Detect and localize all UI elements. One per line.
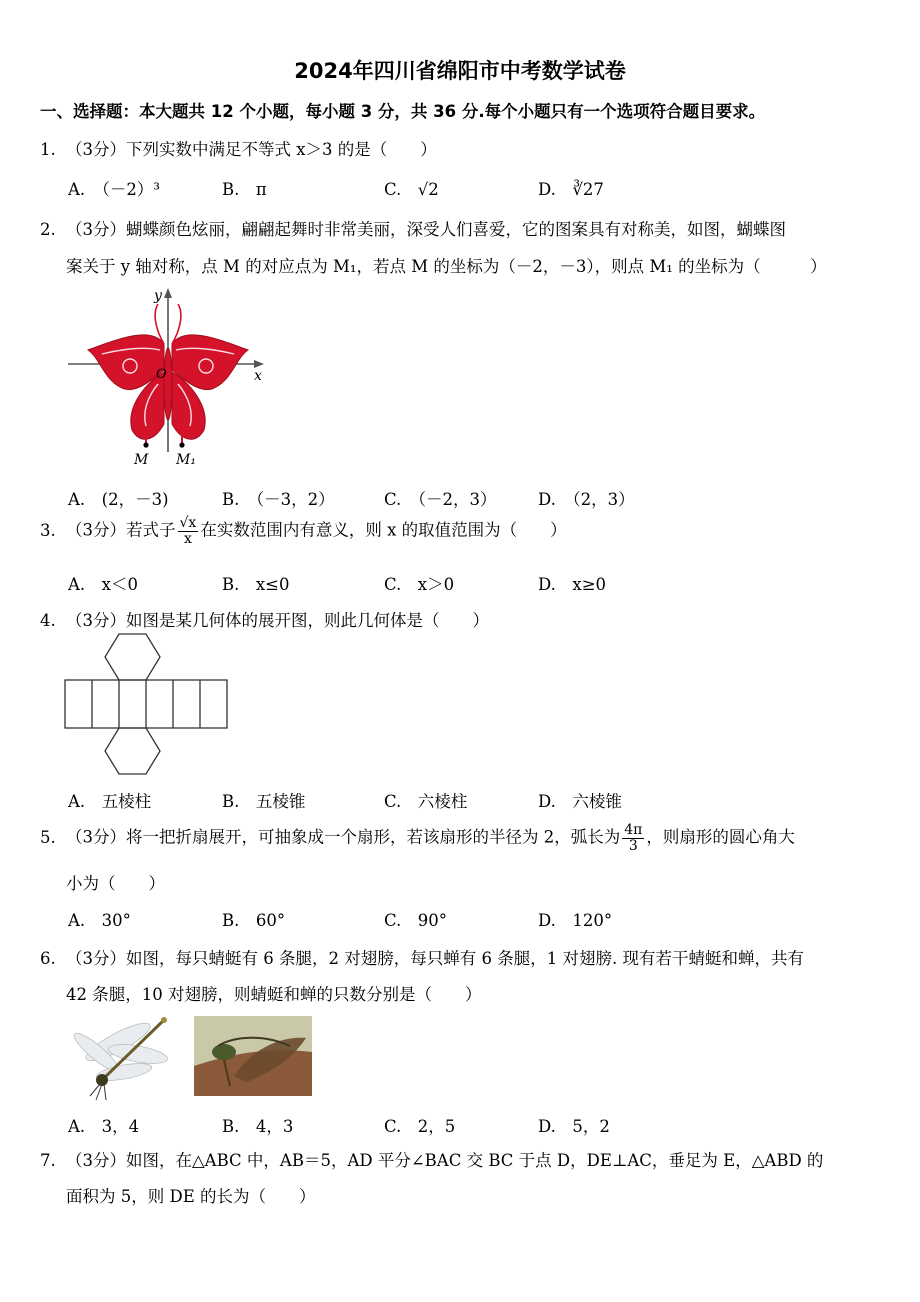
- question-number: 7.: [40, 1151, 56, 1170]
- question-6: [40, 945, 804, 969]
- q2-option-c[interactable]: C. （－2，3）: [384, 490, 497, 509]
- q3-option-d[interactable]: D. x≥0: [538, 575, 607, 594]
- question-text-line2: 42 条腿，10 对翅膀，则蜻蜓和蝉的只数分别是（ ）: [66, 985, 482, 1004]
- q4-option-a[interactable]: A. 五棱柱: [68, 792, 152, 811]
- question-1: [40, 136, 437, 160]
- question-number: 1.: [40, 140, 56, 159]
- q6-option-b[interactable]: B. 4，3: [222, 1117, 294, 1136]
- q6-option-d[interactable]: D. 5，2: [538, 1117, 610, 1136]
- bottom-hexagon: [105, 728, 160, 774]
- q3-option-c[interactable]: C. x＞0: [384, 575, 455, 594]
- question-number: 5.: [40, 827, 56, 847]
- question-number: 2.: [40, 220, 56, 239]
- question-7: [40, 1147, 823, 1171]
- fraction-sqrt-x-over-x: [178, 516, 199, 546]
- question-text-line1: （3分）如图，在△ABC 中，AB＝5，AD 平分∠BAC 交 BC 于点 D，DE⊥AC，垂足为 E，△ABD 的: [66, 1151, 824, 1170]
- q1-option-a[interactable]: A. （－2）³: [68, 180, 161, 199]
- q4-option-d[interactable]: D. 六棱锥: [538, 792, 622, 811]
- question-text-line1: （3分）蝴蝶颜色炫丽，翩翩起舞时非常美丽，深受人们喜爱，它的图案具有对称美，如图，蝴蝶图: [66, 220, 786, 239]
- q4-option-c[interactable]: C. 六棱柱: [384, 792, 468, 811]
- fraction-denominator: 3: [628, 837, 638, 854]
- cicada-image: [194, 1016, 312, 1096]
- point-m1: [179, 442, 184, 447]
- top-hexagon: [105, 634, 160, 680]
- question-number: 6.: [40, 949, 56, 968]
- question-text-line1: （3分）如图，每只蜻蜓有 6 条腿，2 对翅膀，每只蝉有 6 条腿，1 对翅膀. 现有若干蜻蜓和蝉，共有: [66, 949, 804, 968]
- question-5: [40, 823, 795, 853]
- question-number: 3.: [40, 520, 56, 540]
- fraction-numerator: √x: [179, 515, 197, 531]
- question-text: （3分）下列实数中满足不等式 x＞3 的是（ ）: [66, 140, 437, 159]
- q1-option-d[interactable]: D. ∛27: [538, 180, 604, 199]
- x-axis-label: x: [254, 368, 262, 384]
- question-text-post: 在实数范围内有意义，则 x 的取值范围为（ ）: [200, 520, 567, 540]
- hexagonal-prism-net: [60, 632, 232, 780]
- question-text-pre: （3分）将一把折扇展开，可抽象成一个扇形，若该扇形的半径为 2，弧长为: [66, 827, 621, 847]
- q3-option-b[interactable]: B. x≤0: [222, 575, 290, 594]
- origin-label: O: [156, 367, 167, 382]
- q5-option-c[interactable]: C. 90°: [384, 911, 448, 930]
- q3-option-a[interactable]: A. x＜0: [68, 575, 138, 594]
- page-title: 2024年四川省绵阳市中考数学试卷: [294, 59, 626, 83]
- q2-option-b[interactable]: B. （－3，2）: [222, 490, 335, 509]
- question-4: [40, 607, 489, 631]
- question-text: （3分）如图是某几何体的展开图，则此几何体是（ ）: [66, 611, 489, 630]
- q1-option-c[interactable]: C. √2: [384, 180, 439, 199]
- question-text-post: ，则扇形的圆心角大: [646, 827, 795, 847]
- section-heading: 一、选择题：本大题共 12 个小题，每小题 3 分，共 36 分.每个小题只有一个选项符合题目要求。: [40, 102, 766, 121]
- y-axis-label: y: [154, 288, 162, 304]
- question-number: 4.: [40, 611, 56, 630]
- question-text-pre: （3分）若式子: [66, 520, 176, 540]
- q2-option-d[interactable]: D. （2，3）: [538, 490, 635, 509]
- point-m-label: M: [134, 452, 149, 468]
- question-text-line2: 小为（ ）: [66, 874, 165, 893]
- fraction-denominator: x: [183, 530, 192, 547]
- point-m: [143, 442, 148, 447]
- q5-option-b[interactable]: B. 60°: [222, 911, 286, 930]
- q6-option-c[interactable]: C. 2，5: [384, 1117, 456, 1136]
- q6-option-a[interactable]: A. 3，4: [68, 1117, 140, 1136]
- question-text-line2: 面积为 5，则 DE 的长为（ ）: [66, 1187, 316, 1206]
- q2-option-a[interactable]: A. (2，－3): [68, 490, 169, 509]
- q4-option-b[interactable]: B. 五棱锥: [222, 792, 306, 811]
- q1-option-b[interactable]: B. π: [222, 180, 267, 199]
- fraction-numerator: 4π: [624, 822, 643, 838]
- dragonfly-image: [66, 1012, 170, 1104]
- point-m1-label: M₁: [176, 452, 196, 468]
- q5-option-d[interactable]: D. 120°: [538, 911, 613, 930]
- question-2: [40, 216, 786, 240]
- fraction-4pi-over-3: [622, 823, 644, 853]
- butterfly-figure: [60, 284, 280, 474]
- question-text-line2: 案关于 y 轴对称，点 M 的对应点为 M₁，若点 M 的坐标为（－2，－3），则点 M₁ 的坐标为（ ）: [66, 257, 827, 276]
- question-3: [40, 516, 567, 546]
- q5-option-a[interactable]: A. 30°: [68, 911, 131, 930]
